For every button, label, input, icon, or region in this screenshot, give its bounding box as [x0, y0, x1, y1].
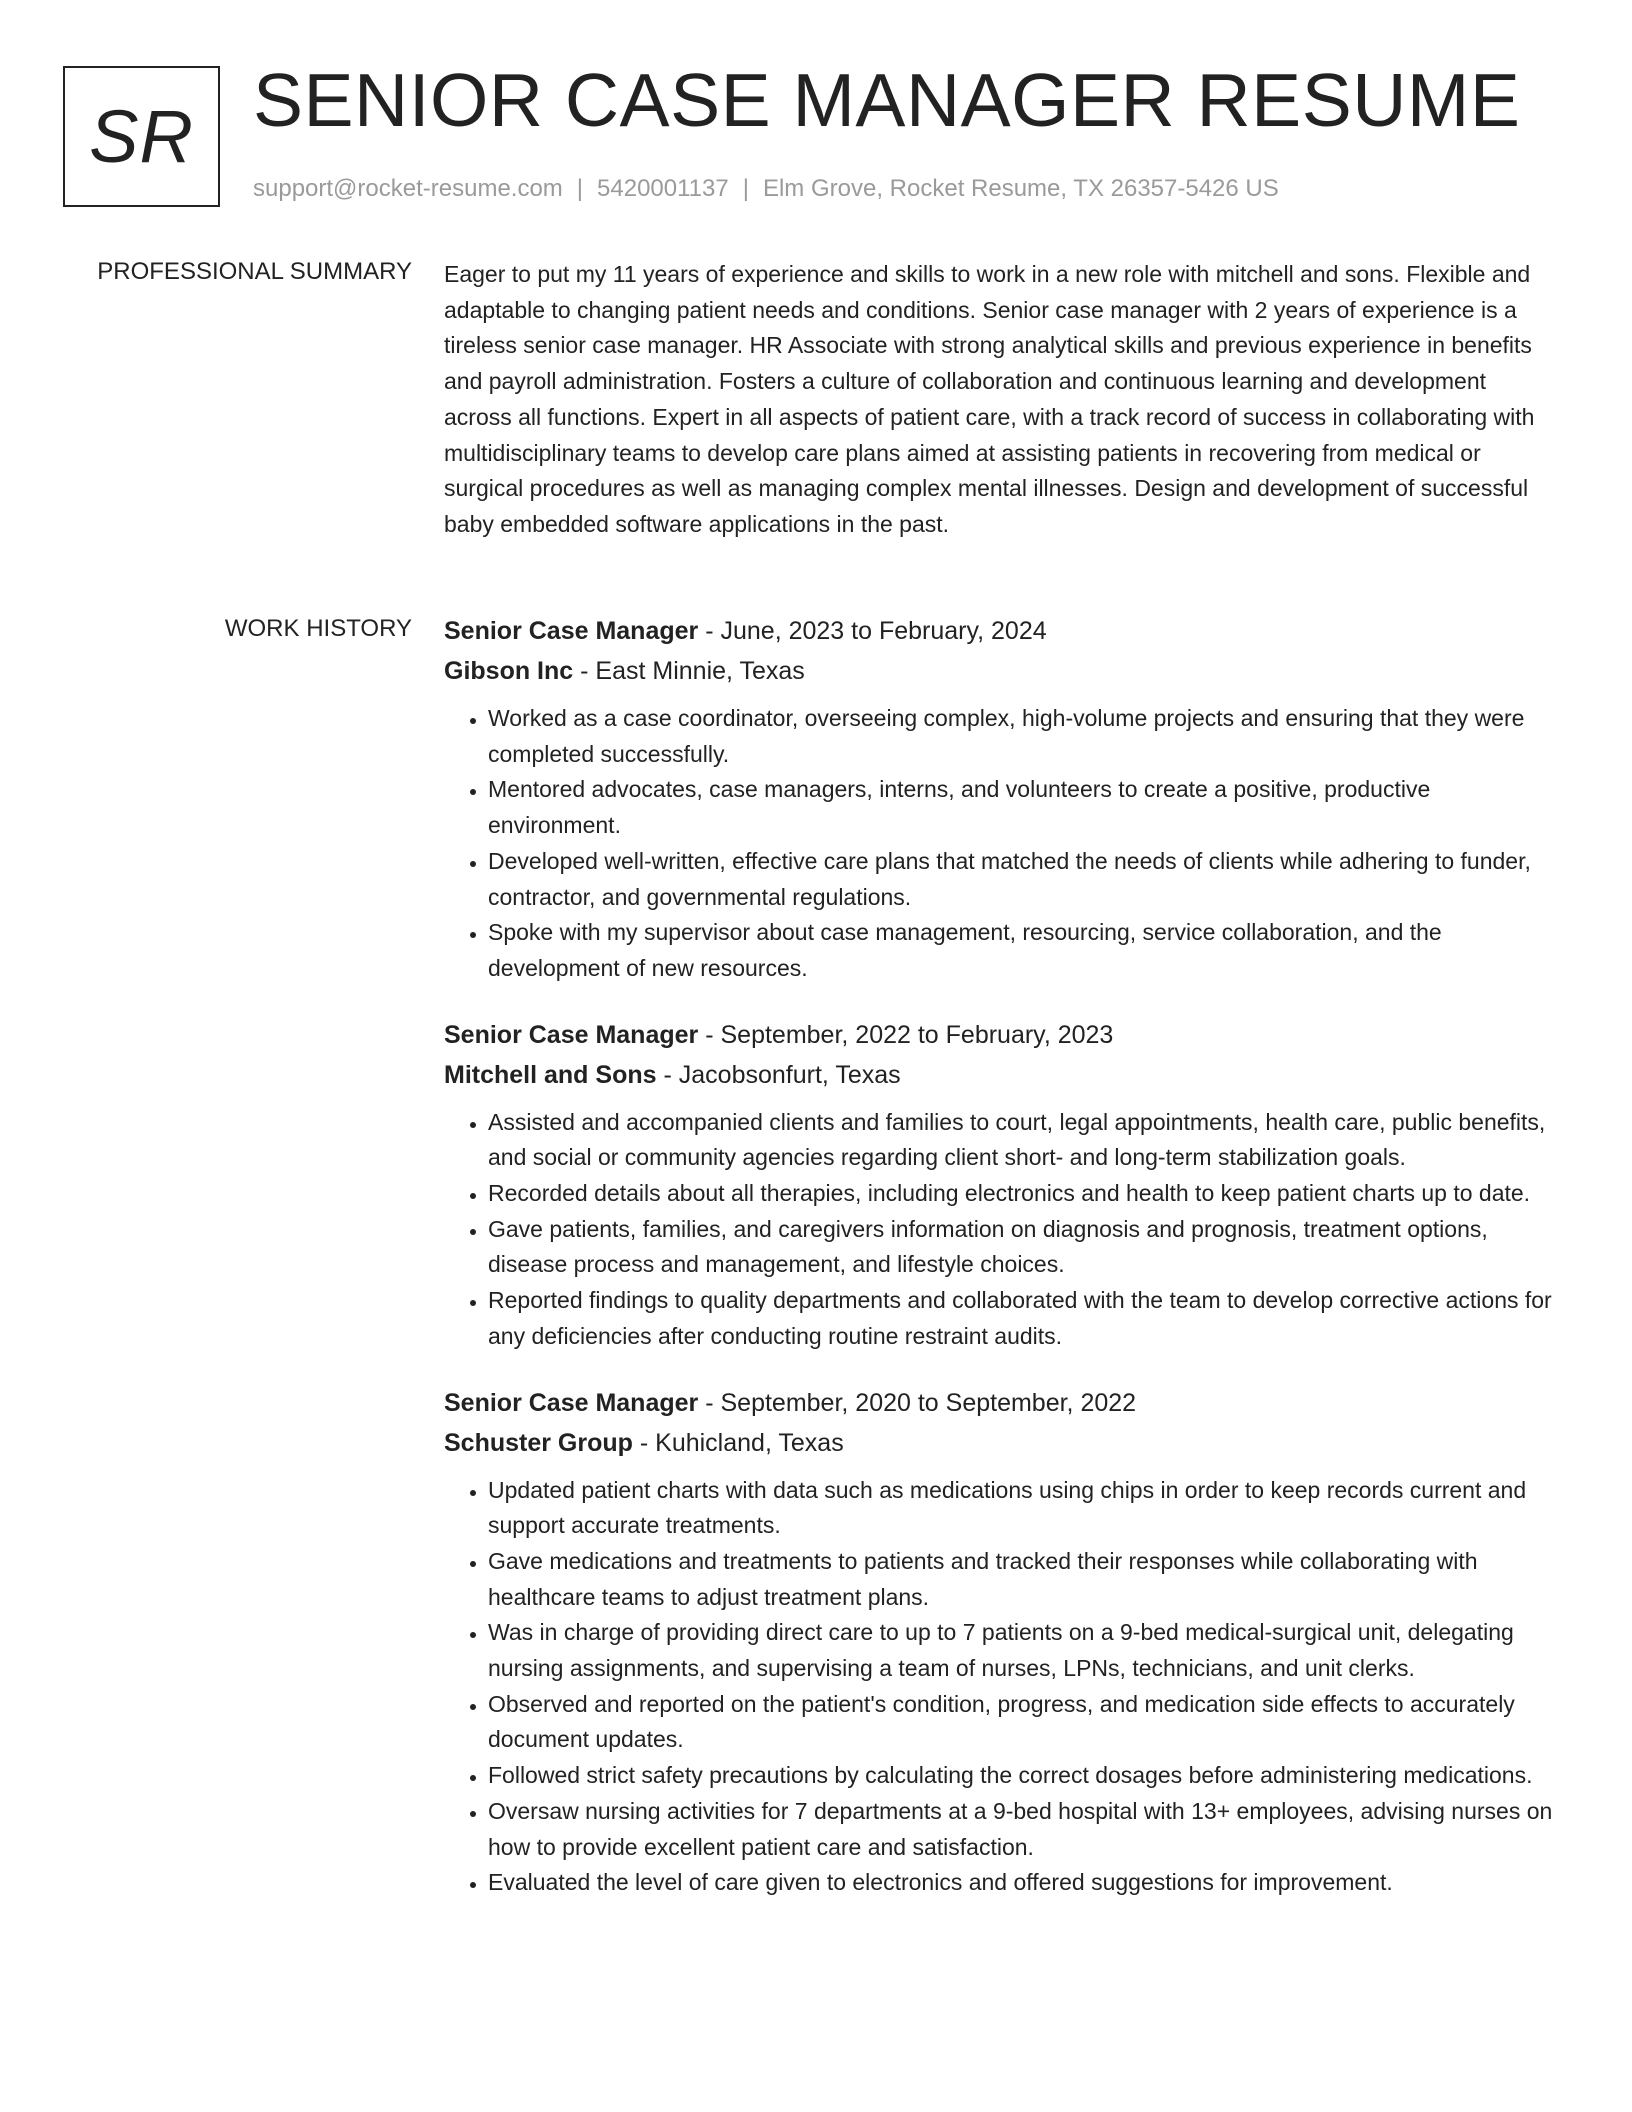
job-company: Schuster Group	[444, 1428, 633, 1457]
job-title: Senior Case Manager	[444, 617, 699, 645]
job-company-line	[444, 1055, 1556, 1095]
job-bullet-list	[444, 1473, 1556, 1901]
job-entry	[444, 611, 1556, 987]
monogram-logo	[63, 66, 220, 207]
job-title-line	[444, 611, 1556, 651]
job-company-line	[444, 651, 1556, 691]
job-bullet: • Gave medications and treatments to patients and tracked their responses while collaborating with healthcare teams to adjust treatment plans.	[488, 1544, 1556, 1615]
job-bullet: • Assisted and accompanied clients and families to court, legal appointments, health care, public benefits, and social or community agencies regarding client short- and long-term stabilization goals.	[488, 1105, 1556, 1176]
job-dates: - June, 2023 to February, 2024	[705, 617, 1047, 645]
job-bullet: • Recorded details about all therapies, including electronics and health to keep patient charts up to date.	[488, 1176, 1556, 1212]
job-bullet: • Oversaw nursing activities for 7 departments at a 9-bed hospital with 13+ employees, advising nurses on how to provide excellent patient care and satisfaction.	[488, 1794, 1556, 1865]
jobs-list	[444, 611, 1556, 1929]
job-entry	[444, 1015, 1556, 1355]
job-bullet-list	[444, 701, 1556, 987]
summary-text: Eager to put my 11 years of experience and skills to work in a new role with mitchell and sons. Flexible and adaptable to changing patient needs and conditions. Senior case manager with 2 years of experience is a tireless senior case manager. HR Associate with strong analytical skills and previous experience in benefits and payroll administration. Fosters a culture of collaboration and continuous learning and development across all functions. Expert in all aspects of patient care, with a track record of success in collaborating with multidisciplinary teams to develop care plans aimed at assisting patients in recovering from medical or surgical procedures as well as managing complex mental illnesses. Design and development of successful baby embedded software applications in the past.	[444, 261, 1535, 537]
job-bullet: • Developed well-written, effective care plans that matched the needs of clients while adhering to funder, contractor, and governmental regulations.	[488, 844, 1556, 915]
job-title-line	[444, 1383, 1556, 1423]
job-bullet: • Worked as a case coordinator, overseeing complex, high-volume projects and ensuring that they were completed successfully.	[488, 701, 1556, 772]
contact-separator: |	[576, 175, 584, 202]
job-location: - Jacobsonfurt, Texas	[663, 1060, 901, 1089]
resume-title: SENIOR CASE MANAGER RESUME	[253, 58, 1521, 142]
monogram-initials: SR	[89, 95, 194, 178]
job-title: Senior Case Manager	[444, 1020, 699, 1049]
job-bullet: • Followed strict safety precautions by calculating the correct dosages before administering medications.	[488, 1758, 1556, 1794]
job-bullet: • Spoke with my supervisor about case management, resourcing, service collaboration, and the development of new resources.	[488, 915, 1556, 986]
job-bullet: • Was in charge of providing direct care to up to 7 patients on a 9-bed medical-surgical unit, delegating nursing assignments, and supervising a team of nurses, LPNs, technicians, and unit clerks.	[488, 1615, 1556, 1686]
contact-email[interactable]: support@rocket-resume.com	[253, 175, 563, 202]
contact-address: Elm Grove, Rocket Resume, TX 26357-5426 US	[762, 175, 1279, 202]
contact-separator: |	[742, 175, 749, 202]
job-title-line	[444, 1015, 1556, 1055]
job-location: - East Minnie, Texas	[580, 657, 805, 685]
job-location: - Kuhicland, Texas	[639, 1428, 844, 1457]
summary-body	[444, 257, 1556, 543]
work-history-heading: WORK HISTORY	[224, 615, 412, 642]
job-entry	[444, 1383, 1556, 1901]
job-bullet: • Observed and reported on the patient's condition, progress, and medication side effects to accurately document updates.	[488, 1687, 1556, 1758]
job-bullet: • Mentored advocates, case managers, interns, and volunteers to create a positive, productive environment.	[488, 772, 1556, 843]
job-company: Mitchell and Sons	[444, 1060, 657, 1089]
contact-line	[253, 174, 1279, 204]
job-title: Senior Case Manager	[444, 1388, 699, 1417]
job-dates: - September, 2020 to September, 2022	[705, 1388, 1137, 1417]
contact-phone[interactable]: 5420001137	[597, 175, 729, 202]
job-company-line	[444, 1423, 1556, 1463]
job-bullet: • Gave patients, families, and caregivers information on diagnosis and prognosis, treatment options, disease process and management, and lifestyle choices.	[488, 1212, 1556, 1283]
job-company: Gibson Inc	[444, 657, 574, 685]
summary-heading: PROFESSIONAL SUMMARY	[97, 258, 412, 285]
job-bullet: • Evaluated the level of care given to electronics and offered suggestions for improvement.	[488, 1865, 1556, 1901]
job-bullet: • Updated patient charts with data such as medications using chips in order to keep records current and support accurate treatments.	[488, 1473, 1556, 1544]
job-bullet-list	[444, 1105, 1556, 1355]
job-bullet: • Reported findings to quality departments and collaborated with the team to develop corrective actions for any deficiencies after conducting routine restraint audits.	[488, 1283, 1556, 1354]
job-dates: - September, 2022 to February, 2023	[705, 1020, 1114, 1049]
